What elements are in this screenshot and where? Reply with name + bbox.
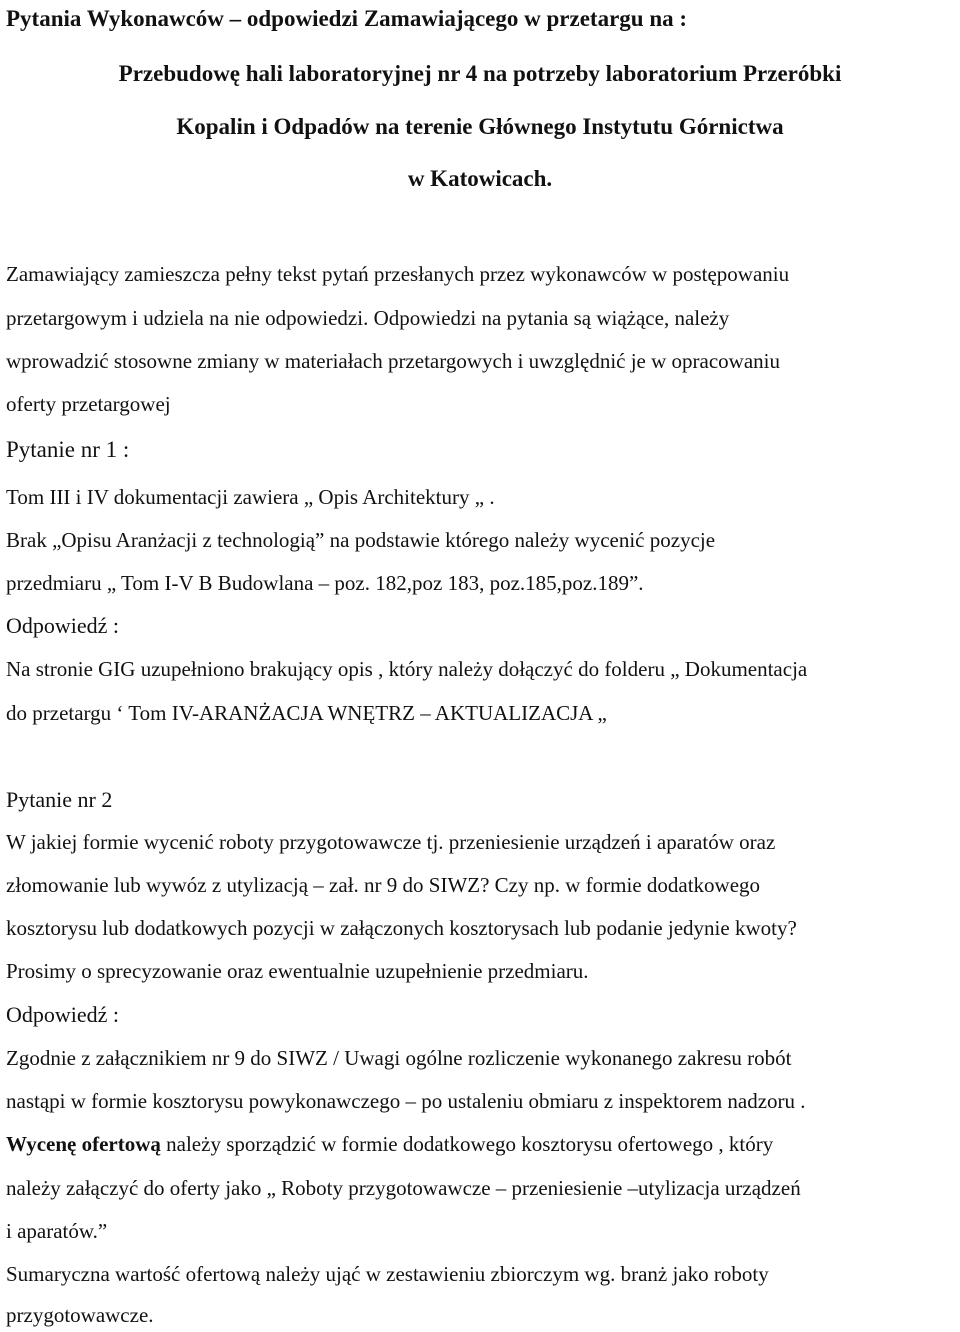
answer-2-label: Odpowiedź : bbox=[6, 1002, 120, 1027]
answer-1-label: Odpowiedź : bbox=[6, 613, 120, 638]
intro-line-3: wprowadzić stosowne zmiany w materiałach przetargowych i uwzględnić je w opracowaniu bbox=[6, 349, 780, 373]
intro-line-1: Zamawiający zamieszcza pełny tekst pytań przesłanych przez wykonawców w postępowaniu bbox=[6, 262, 790, 286]
answer-2-bold-lead: Wycenę ofertową bbox=[6, 1132, 161, 1156]
question-1-line-3: przedmiaru „ Tom I-V B Budowlana – poz. 182,poz 183, poz.185,poz.189”. bbox=[6, 571, 644, 595]
question-2-line-3: kosztorysu lub dodatkowych pozycji w załączonych kosztorysach lub podanie jedynie kwoty? bbox=[6, 916, 797, 940]
answer-1-line-2: do przetargu ‘ Tom IV-ARANŻACJA WNĘTRZ – AKTUALIZACJA „ bbox=[6, 701, 607, 725]
answer-2-line-4: należy załączyć do oferty jako „ Roboty przygotowawcze – przeniesienie –utylizacja urządzeń bbox=[6, 1176, 801, 1200]
answer-2-line-6: Sumaryczna wartość ofertową należy ująć w zestawieniu zbiorczym wg. branż jako roboty bbox=[6, 1262, 769, 1286]
question-2-heading: Pytanie nr 2 bbox=[6, 787, 113, 812]
question-2-line-1: W jakiej formie wycenić roboty przygotowawcze tj. przeniesienie urządzeń i aparatów oraz bbox=[6, 830, 776, 854]
question-1-line-2: Brak „Opisu Aranżacji z technologią” na podstawie którego należy wycenić pozycje bbox=[6, 528, 716, 552]
question-2-line-4: Prosimy o sprecyzowanie oraz ewentualnie uzupełnienie przedmiaru. bbox=[6, 959, 589, 983]
question-1-line-1: Tom III i IV dokumentacji zawiera „ Opis Architektury „ . bbox=[6, 485, 495, 509]
answer-2-bold-rest: należy sporządzić w formie dodatkowego kosztorysu ofertowego , który bbox=[160, 1132, 774, 1156]
answer-2-line-7: przygotowawcze. bbox=[6, 1303, 154, 1327]
answer-2-line-3 bbox=[6, 1131, 773, 1157]
intro-line-2: przetargowym i udziela na nie odpowiedzi. Odpowiedzi na pytania są wiążące, należy bbox=[6, 306, 730, 330]
question-1-heading: Pytanie nr 1 : bbox=[6, 437, 130, 462]
answer-2-line-2: nastąpi w formie kosztorysu powykonawczego – po ustaleniu obmiaru z inspektorem nadzoru . bbox=[6, 1089, 806, 1113]
subject-line-2: Kopalin i Odpadów na terenie Głównego Instytutu Górnictwa bbox=[176, 114, 784, 139]
intro-line-4: oferty przetargowej bbox=[6, 392, 171, 416]
answer-2-line-1: Zgodnie z załącznikiem nr 9 do SIWZ / Uwagi ogólne rozliczenie wykonanego zakresu robót bbox=[6, 1046, 792, 1070]
subject-line-1: Przebudowę hali laboratoryjnej nr 4 na potrzeby laboratorium Przeróbki bbox=[118, 61, 842, 86]
answer-2-line-5: i aparatów.” bbox=[6, 1219, 108, 1243]
document-title: Pytania Wykonawców – odpowiedzi Zamawiającego w przetargu na : bbox=[6, 6, 688, 31]
answer-1-line-1: Na stronie GIG uzupełniono brakujący opis , który należy dołączyć do folderu „ Dokumentacja bbox=[6, 657, 808, 681]
subject-line-3: w Katowicach. bbox=[407, 166, 553, 191]
question-2-line-2: złomowanie lub wywóz z utylizacją – zał. nr 9 do SIWZ? Czy np. w formie dodatkowego bbox=[6, 873, 761, 897]
